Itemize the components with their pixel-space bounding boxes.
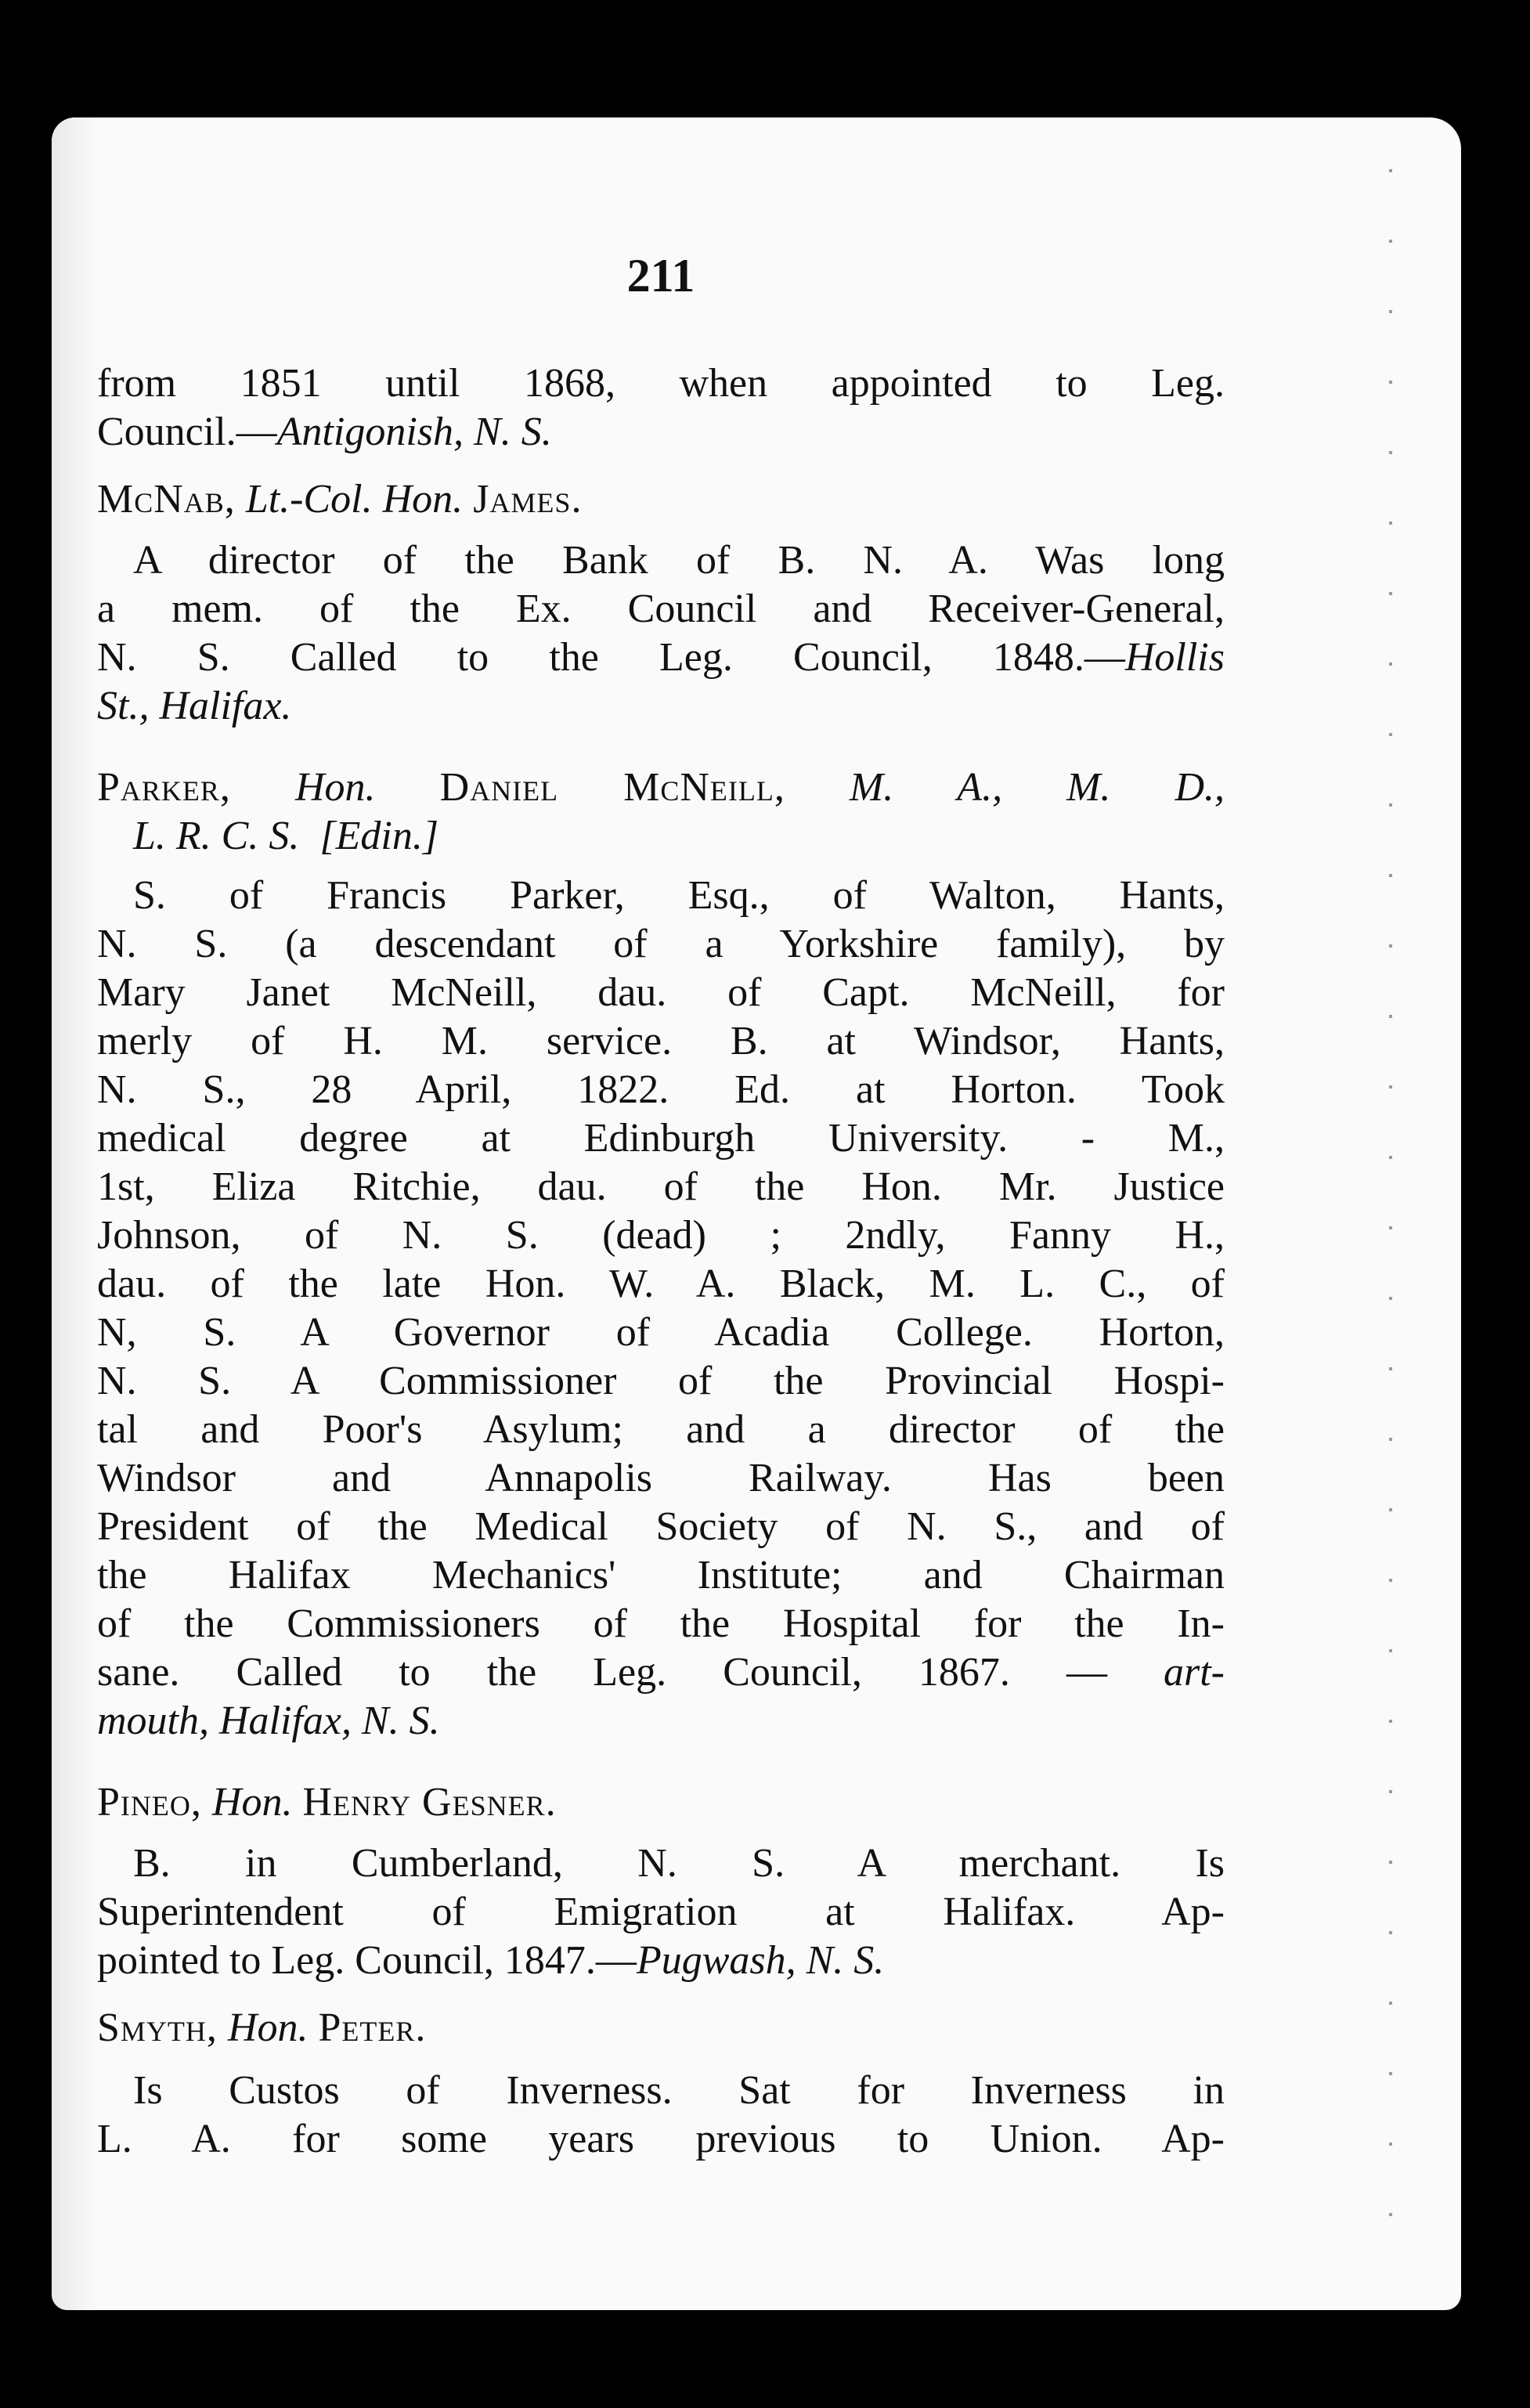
body-line: B. in Cumberland, N. S. A merchant. Is — [133, 1841, 1225, 1886]
entry-heading-smyth: Smyth, Hon. Peter. — [97, 2005, 427, 2050]
body-line: merly of H. M. service. B. at Windsor, Hants, — [97, 1019, 1225, 1063]
body-line: a mem. of the Ex. Council and Receiver-General, — [97, 587, 1225, 631]
page-number: 211 — [626, 250, 695, 301]
entry-heading-parker: Parker, Hon. Daniel McNeill, M. A., M. D., — [97, 765, 1225, 810]
body-line: 1st, Eliza Ritchie, dau. of the Hon. Mr. Justice — [97, 1164, 1225, 1209]
body-line: pointed to Leg. Council, 1847.—Pugwash, N. S. — [97, 1938, 885, 1983]
body-line: tal and Poor's Asylum; and a director of the — [97, 1407, 1225, 1452]
body-line: Is Custos of Inverness. Sat for Inverness in — [133, 2068, 1225, 2113]
place-name: Antigonish, N. S. — [276, 410, 552, 454]
entry-heading-pineo: Pineo, Hon. Henry Gesner. — [97, 1780, 557, 1825]
page-edge-marks — [1375, 149, 1406, 2263]
body-line: Council.—Antigonish, N. S. — [97, 410, 552, 454]
body-line: mouth, Halifax, N. S. — [97, 1699, 440, 1743]
entry-heading-parker-cont: L. R. C. S. [Edin.] — [133, 814, 439, 858]
body-line: Mary Janet McNeill, dau. of Capt. McNeill, for — [97, 970, 1225, 1015]
body-line: medical degree at Edinburgh University. - M., — [97, 1116, 1225, 1161]
body-line: N. S. A Commissioner of the Provincial Hospi- — [97, 1359, 1225, 1403]
body-line: sane. Called to the Leg. Council, 1867. — art- — [97, 1650, 1225, 1695]
page-gutter-shadow — [52, 117, 99, 2310]
body-line: L. A. for some years previous to Union. Ap- — [97, 2117, 1225, 2161]
body-line: N. S., 28 April, 1822. Ed. at Horton. Took — [97, 1067, 1225, 1112]
body-line: N, S. A Governor of Acadia College. Horton, — [97, 1310, 1225, 1355]
book-page — [52, 117, 1461, 2310]
body-line: of the Commissioners of the Hospital for the In- — [97, 1601, 1225, 1646]
body-line: Johnson, of N. S. (dead) ; 2ndly, Fanny H., — [97, 1213, 1225, 1258]
body-line: President of the Medical Society of N. S., and of — [97, 1504, 1225, 1549]
entry-heading-mcnab: McNab, Lt.-Col. Hon. James. — [97, 477, 583, 522]
body-line: S. of Francis Parker, Esq., of Walton, Hants, — [133, 873, 1225, 918]
body-line: N. S. Called to the Leg. Council, 1848.—Hollis — [97, 635, 1225, 680]
body-line: N. S. (a descendant of a Yorkshire family), by — [97, 922, 1225, 966]
body-line: Superintendent of Emigration at Halifax. Ap- — [97, 1890, 1225, 1934]
body-line: A director of the Bank of B. N. A. Was long — [133, 538, 1225, 583]
body-line: Windsor and Annapolis Railway. Has been — [97, 1456, 1225, 1500]
body-line: dau. of the late Hon. W. A. Black, M. L. C., of — [97, 1262, 1225, 1306]
body-line: the Halifax Mechanics' Institute; and Chairman — [97, 1553, 1225, 1598]
body-line: from 1851 until 1868, when appointed to Leg. — [97, 361, 1225, 406]
body-line: St., Halifax. — [97, 684, 292, 728]
